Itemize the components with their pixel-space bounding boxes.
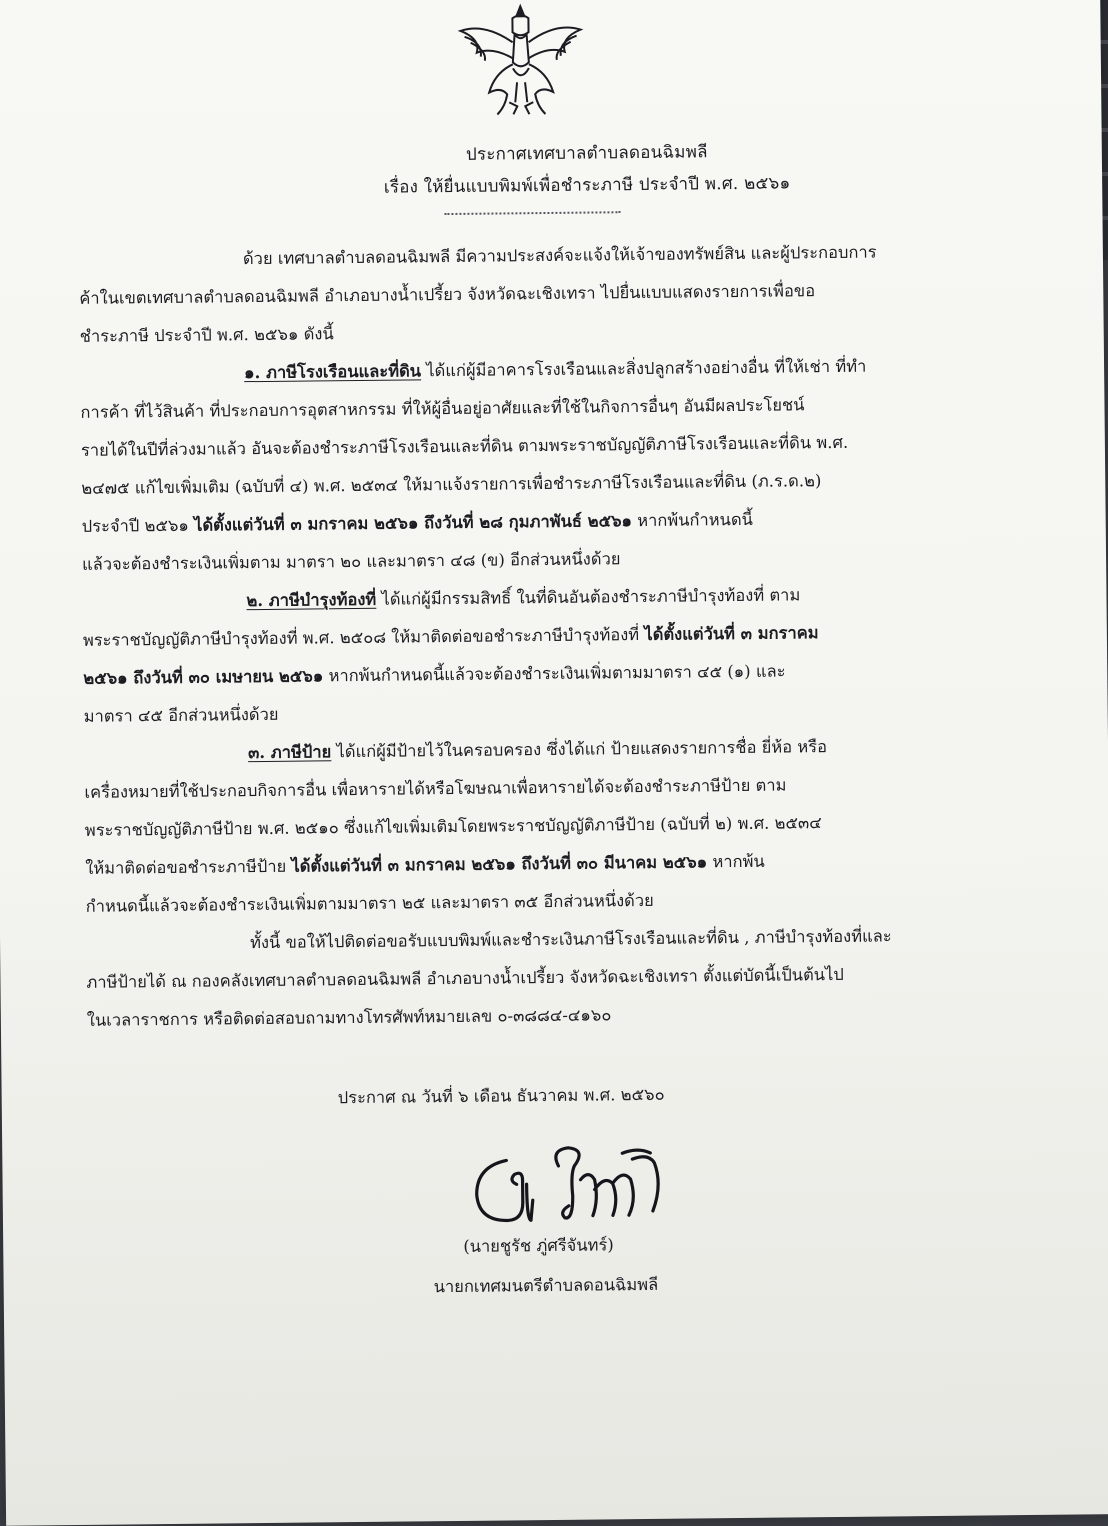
section-1-line-4: ๒๔๗๕ แก้ไขเพิ่มเติม (ฉบับที่ ๔) พ.ศ. ๒๕๓๔ ให้มาแจ้งรายการเพื่อชำระภาษีโรงเรือนและที่ดิน (ภ.ร.ด.๒)	[81, 471, 822, 498]
section-2-line-3-text: หากพ้นกำหนดนี้แล้วจะต้องชำระเงินเพิ่มตามมาตรา ๔๕ (๑) และ	[323, 661, 786, 686]
section-1-line-5-text-a: ประจำปี ๒๕๖๑	[81, 515, 195, 536]
closing-line-3: ในเวลาราชการ หรือติดต่อสอบถามทางโทรศัพท์หมายเลข ๐-๓๘๘๔-๔๑๖๐	[86, 1005, 612, 1030]
section-1-line-3: รายได้ในปีที่ล่วงมาแล้ว อันจะต้องชำระภาษีโรงเรือนและที่ดิน ตามพระราชบัญญัติภาษีโรงเรือนและที่ดิน พ.ศ.	[80, 432, 849, 460]
section-1-heading: ๑. ภาษีโรงเรือนและที่ดิน	[243, 361, 422, 383]
section-2-line-2	[83, 625, 819, 649]
signatory-name: (นายชูรัช ภู่ศรีจันทร์)	[463, 1235, 614, 1256]
section-3-deadline: ได้ตั้งแต่วันที่ ๓ มกราคม ๒๕๖๑ ถึงวันที่ ๓๐ มีนาคม ๒๕๖๑	[291, 852, 708, 876]
section-3-line-3: พระราชบัญญัติภาษีป้าย พ.ศ. ๒๕๑๐ ซึ่งแก้ไขเพิ่มเติมโดยพระราชบัญญัติภาษีป้าย (ฉบับที่ ๒) พ.ศ. ๒๕๓๔	[84, 813, 822, 840]
garuda-emblem-icon	[454, 2, 587, 123]
section-3-line-1	[248, 739, 827, 762]
header-divider	[444, 211, 620, 215]
section-3-heading: ๓. ภาษีป้าย	[247, 742, 332, 763]
section-1-line-2: การค้า ที่ไว้สินค้า ที่ประกอบการอุตสาหกรรม ที่ให้ผู้อื่นอยู่อาศัยและที่ใช้ในกิจการอื่นๆ อันมีผลประโยชน์	[80, 395, 805, 422]
section-3-line-1-text: ได้แก่ผู้มีป้ายไว้ในครอบครอง ซึ่งได้แก่ ป้ายแสดงรายการชื่อ ยี่ห้อ หรือ	[331, 737, 828, 762]
section-1-line-6: แล้วจะต้องชำระเงินเพิ่มตาม มาตรา ๒๐ และมาตรา ๔๘ (ข) อีกส่วนหนึ่งด้วย	[81, 549, 621, 574]
intro-line-3: ชำระภาษี ประจำปี พ.ศ. ๒๕๖๑ ดังนี้	[79, 324, 334, 346]
page-title: ประกาศเทศบาลตำบลดอนฉิมพลี	[465, 142, 708, 165]
section-1-line-5	[81, 509, 754, 536]
closing-line-2: ภาษีป้ายได้ ณ กองคลังเทศบาลตำบลดอนฉิมพลี อำเภอบางน้ำเปรี้ยว จังหวัดฉะเชิงเทรา ตั้งแต่บัดนี้เป็นต้นไป	[86, 964, 844, 992]
section-2-deadline-end: ๒๕๖๑ ถึงวันที่ ๓๐ เมษายน ๒๕๖๑	[83, 666, 324, 688]
section-1-deadline: ได้ตั้งแต่วันที่ ๓ มกราคม ๒๕๖๑ ถึงวันที่ ๒๘ กุมภาพันธ์ ๒๕๖๑	[193, 511, 633, 535]
section-3-line-4	[85, 851, 765, 878]
section-1-line-1	[243, 356, 867, 383]
section-2-deadline-start: ได้ตั้งแต่วันที่ ๓ มกราคม	[644, 623, 819, 644]
section-3-line-5: กำหนดนี้แล้วจะต้องชำระเงินเพิ่มตามมาตรา ๒๕ และมาตรา ๓๕ อีกส่วนหนึ่งด้วย	[85, 890, 654, 916]
section-2-line-4: มาตรา ๔๕ อีกส่วนหนึ่งด้วย	[83, 704, 279, 726]
section-1-line-5-text-c: หากพ้นกำหนดนี้	[631, 509, 754, 531]
section-2-heading: ๒. ภาษีบำรุงท้องที่	[246, 589, 377, 611]
intro-line-1: ด้วย เทศบาลตำบลดอนฉิมพลี มีความประสงค์จะแจ้งให้เจ้าของทรัพย์สิน และผู้ประกอบการ	[242, 242, 877, 269]
section-1-line-1-text: ได้แก่ผู้มีอาคารโรงเรือนและสิ่งปลูกสร้างอย่างอื่น ที่ให้เช่า ที่ทำ	[420, 356, 867, 381]
section-3-line-4-text-c: หากพ้น	[707, 851, 765, 872]
section-2-line-1	[246, 587, 800, 609]
signature-image	[472, 1139, 673, 1231]
subject-line: เรื่อง ให้ยื่นแบบพิมพ์เพื่อชำระภาษี ประจำปี พ.ศ. ๒๕๖๑	[383, 173, 791, 198]
section-3-line-4-text-a: ให้มาติดต่อขอชำระภาษีป้าย	[85, 856, 292, 878]
closing-line-1: ทั้งนี้ ขอให้ไปติดต่อขอรับแบบพิมพ์และชำระเงินภาษีโรงเรือนและที่ดิน , ภาษีบำรุงท้องที่และ	[249, 926, 892, 953]
announcement-date: ประกาศ ณ วันที่ ๖ เดือน ธันวาคม พ.ศ. ๒๕๖๐	[337, 1084, 665, 1108]
section-2-line-1-text: ได้แก่ผู้มีกรรมสิทธิ์ ในที่ดินอันต้องชำระภาษีบำรุงท้องที่ ตาม	[376, 585, 801, 609]
intro-line-2: ค้าในเขตเทศบาลตำบลดอนฉิมพลี อำเภอบางน้ำเปรี้ยว จังหวัดฉะเชิงเทรา ไปยื่นแบบแสดงรายการเพื่อขอ	[79, 281, 816, 308]
section-2-line-3	[83, 661, 786, 688]
section-2-line-2-text: พระราชบัญญัติภาษีบำรุงท้องที่ พ.ศ. ๒๕๐๘ ให้มาติดต่อขอชำระภาษีบำรุงท้องที่	[82, 624, 645, 650]
section-3-line-2: เครื่องหมายที่ใช้ประกอบกิจการอื่น เพื่อหารายได้หรือโฆษณาเพื่อหารายได้จะต้องชำระภาษีป้าย ตาม	[84, 775, 787, 802]
signatory-position: นายกเทศมนตรีตำบลดอนฉิมพลี	[433, 1274, 659, 1297]
